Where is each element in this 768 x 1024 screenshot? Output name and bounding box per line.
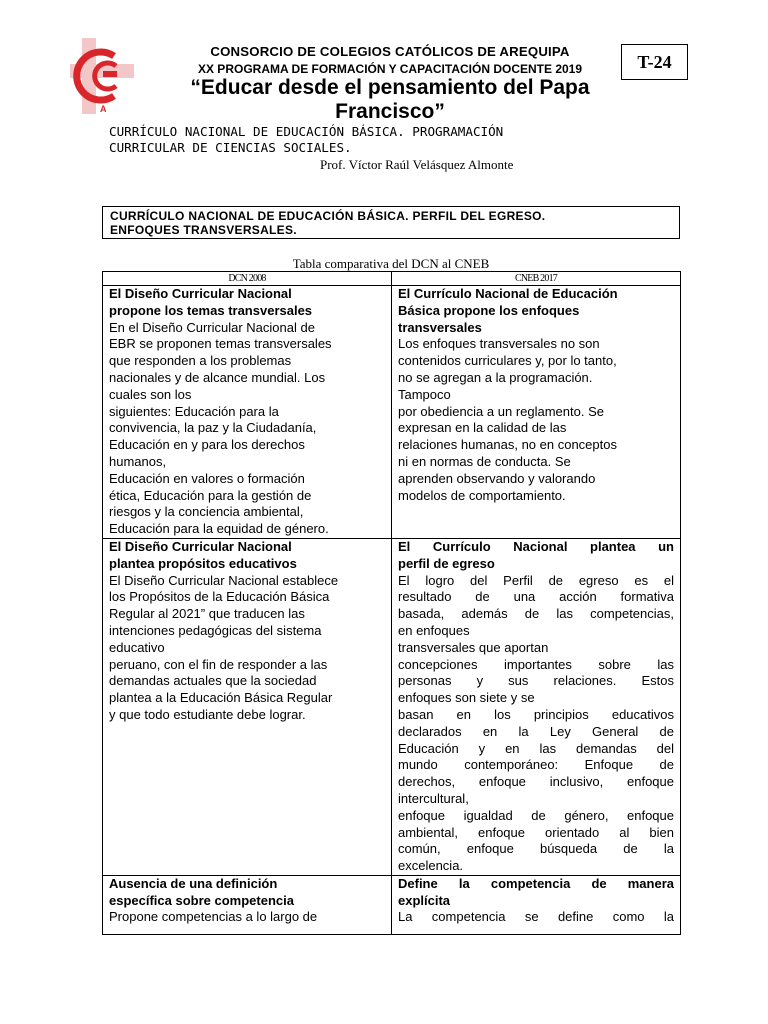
- left-cell-body-line: siguientes: Educación para la: [109, 403, 279, 419]
- right-cell-body-line: común, enfoque búsqueda de la: [398, 841, 674, 857]
- right-cell-body-line: Los enfoques transversales no son: [398, 336, 600, 352]
- program-title: XX PROGRAMA DE FORMACIÓN Y CAPACITACIÓN DOCENTE 2019: [197, 62, 583, 76]
- right-cell-body-line: modelos de comportamiento.: [398, 487, 566, 503]
- document-subtitle: [109, 124, 669, 156]
- left-cell-body-line: En el Diseño Curricular Nacional de: [109, 319, 315, 335]
- left-cell-body-line: Educación en valores o formación: [109, 470, 305, 486]
- author: Prof. Víctor Raúl Velásquez Almonte: [320, 157, 514, 172]
- right-cell-title-line: El Currículo Nacional plantea un: [398, 538, 674, 554]
- right-cell-body-line: expresan en la calidad de las: [398, 420, 567, 436]
- left-cell-body-line: ética, Educación para la gestión de: [109, 487, 312, 503]
- left-cell: [103, 875, 392, 934]
- left-cell-body-line: y que todo estudiante debe lograr.: [109, 706, 306, 722]
- left-cell-title-line: El Diseño Curricular Nacional: [109, 538, 292, 554]
- column-header-dcn: DCN 2008: [103, 272, 392, 286]
- right-cell-body-line: La competencia se define como la: [398, 909, 674, 925]
- right-cell-body-line: resultado de una acción formativa: [398, 589, 674, 605]
- right-cell-body-line: en enfoques: [398, 622, 470, 638]
- comparison-table: [102, 271, 681, 935]
- right-cell-title-line: transversales: [398, 319, 482, 335]
- left-cell-body-line: Educación en y para los derechos: [109, 437, 305, 453]
- left-cell-body-line: que responden a los problemas: [109, 353, 292, 369]
- left-cell-body-line: intenciones pedagógicas del sistema: [109, 622, 322, 638]
- motto-line-2: Francisco”: [335, 100, 445, 123]
- right-cell-body-line: ambiental, enfoque orientado al bien: [398, 824, 674, 840]
- section-title-line-1: CURRÍCULO NACIONAL DE EDUCACIÓN BÁSICA. PERFIL DEL EGRESO.: [110, 209, 546, 223]
- right-cell-body-line: excelencia.: [398, 858, 464, 874]
- right-cell-title-line: perfil de egreso: [398, 555, 495, 571]
- right-cell-body-line: transversales que aportan: [398, 639, 549, 655]
- right-cell-body-line: ni en normas de conducta. Se: [398, 453, 571, 469]
- left-cell-body-line: Regular al 2021” que traducen las: [109, 606, 305, 622]
- right-cell: [392, 538, 681, 875]
- left-cell-title-line: específica sobre competencia: [109, 892, 294, 908]
- left-cell-body-line: los Propósitos de la Educación Básica: [109, 589, 330, 605]
- left-cell-body-line: plantea a la Educación Básica Regular: [109, 690, 333, 706]
- left-cell-body-line: riesgos y la conciencia ambiental,: [109, 504, 304, 520]
- table-header-row: [103, 272, 681, 286]
- right-cell-title-line: El Currículo Nacional de Educación: [398, 286, 618, 301]
- right-cell-body-line: Tampoco: [398, 386, 451, 402]
- section-title-box: [102, 206, 680, 239]
- left-cell-body-line: educativo: [109, 639, 165, 655]
- table-row: [103, 875, 681, 934]
- motto: [140, 76, 640, 124]
- subtitle-line-1: CURRÍCULO NACIONAL DE EDUCACIÓN BÁSICA. PROGRAMACIÓN: [109, 124, 504, 139]
- left-cell-body-line: El Diseño Curricular Nacional establece: [109, 572, 339, 588]
- right-cell: [392, 286, 681, 539]
- left-cell-body-line: Propone competencias a lo largo de: [109, 909, 318, 925]
- consortium-title: CONSORCIO DE COLEGIOS CATÓLICOS DE AREQUIPA: [210, 44, 570, 59]
- right-cell-body-line: contenidos curriculares y, por lo tanto,: [398, 353, 617, 369]
- right-cell: [392, 875, 681, 934]
- logo-letter: A: [100, 104, 107, 114]
- left-cell-body-line: cuales son los: [109, 386, 192, 402]
- right-cell-body-line: concepciones importantes sobre las: [398, 656, 674, 672]
- left-cell-body-line: nacionales y de alcance mundial. Los: [109, 369, 326, 385]
- motto-line-1: “Educar desde el pensamiento del Papa: [190, 76, 590, 99]
- subtitle-line-2: CURRICULAR DE CIENCIAS SOCIALES.: [109, 140, 352, 155]
- table-caption: Tabla comparativa del DCN al CNEB: [292, 256, 490, 271]
- right-cell-body-line: enfoques son siete y se: [398, 690, 535, 706]
- left-cell: [103, 538, 392, 875]
- left-cell-body-line: convivencia, la paz y la Ciudadanía,: [109, 420, 317, 436]
- right-cell-title-line: explícita: [398, 892, 451, 908]
- column-header-cneb: CNEB 2017: [392, 272, 681, 286]
- right-cell-body-line: por obediencia a un reglamento. Se: [398, 403, 604, 419]
- right-cell-title-line: Define la competencia de manera: [398, 875, 674, 891]
- right-cell-body-line: intercultural,: [398, 790, 469, 806]
- right-cell-body-line: personas y sus relaciones. Estos: [398, 673, 674, 689]
- section-title-line-2: ENFOQUES TRANSVERSALES.: [110, 223, 297, 237]
- left-cell-body-line: humanos,: [109, 453, 167, 469]
- table-row: [103, 538, 681, 875]
- right-cell-title-line: Básica propone los enfoques: [398, 302, 580, 318]
- right-cell-body-line: basada, además de las competencias,: [398, 606, 674, 622]
- left-cell-title-line: Ausencia de una definición: [109, 875, 278, 891]
- school-logo: [70, 38, 134, 114]
- left-cell: [103, 286, 392, 539]
- left-cell-title-line: propone los temas transversales: [109, 302, 313, 318]
- right-cell-body-line: Educación y en las demandas del: [398, 740, 674, 756]
- table-row: [103, 286, 681, 539]
- document-code: T-24: [621, 44, 688, 80]
- left-cell-body-line: peruano, con el fin de responder a las: [109, 656, 328, 672]
- right-cell-body-line: derechos, enfoque inclusivo, enfoque: [398, 774, 674, 790]
- left-cell-title-line: plantea propósitos educativos: [109, 555, 297, 571]
- right-cell-body-line: aprenden observando y valorando: [398, 470, 596, 486]
- right-cell-body-line: basan en los principios educativos: [398, 706, 674, 722]
- left-cell-body-line: demandas actuales que la sociedad: [109, 673, 317, 689]
- right-cell-body-line: relaciones humanas, no en conceptos: [398, 437, 617, 453]
- right-cell-body-line: no se agregan a la programación.: [398, 369, 593, 385]
- left-cell-title-line: El Diseño Curricular Nacional: [109, 286, 292, 301]
- right-cell-body-line: El logro del Perfil de egreso es el: [398, 572, 674, 588]
- right-cell-body-line: declarados en la Ley General de: [398, 723, 674, 739]
- left-cell-body-line: EBR se proponen temas transversales: [109, 336, 332, 352]
- right-cell-body-line: mundo contemporáneo: Enfoque de: [398, 757, 674, 773]
- right-cell-body-line: enfoque igualdad de género, enfoque: [398, 807, 674, 823]
- left-cell-body-line: Educación para la equidad de género.: [109, 521, 329, 537]
